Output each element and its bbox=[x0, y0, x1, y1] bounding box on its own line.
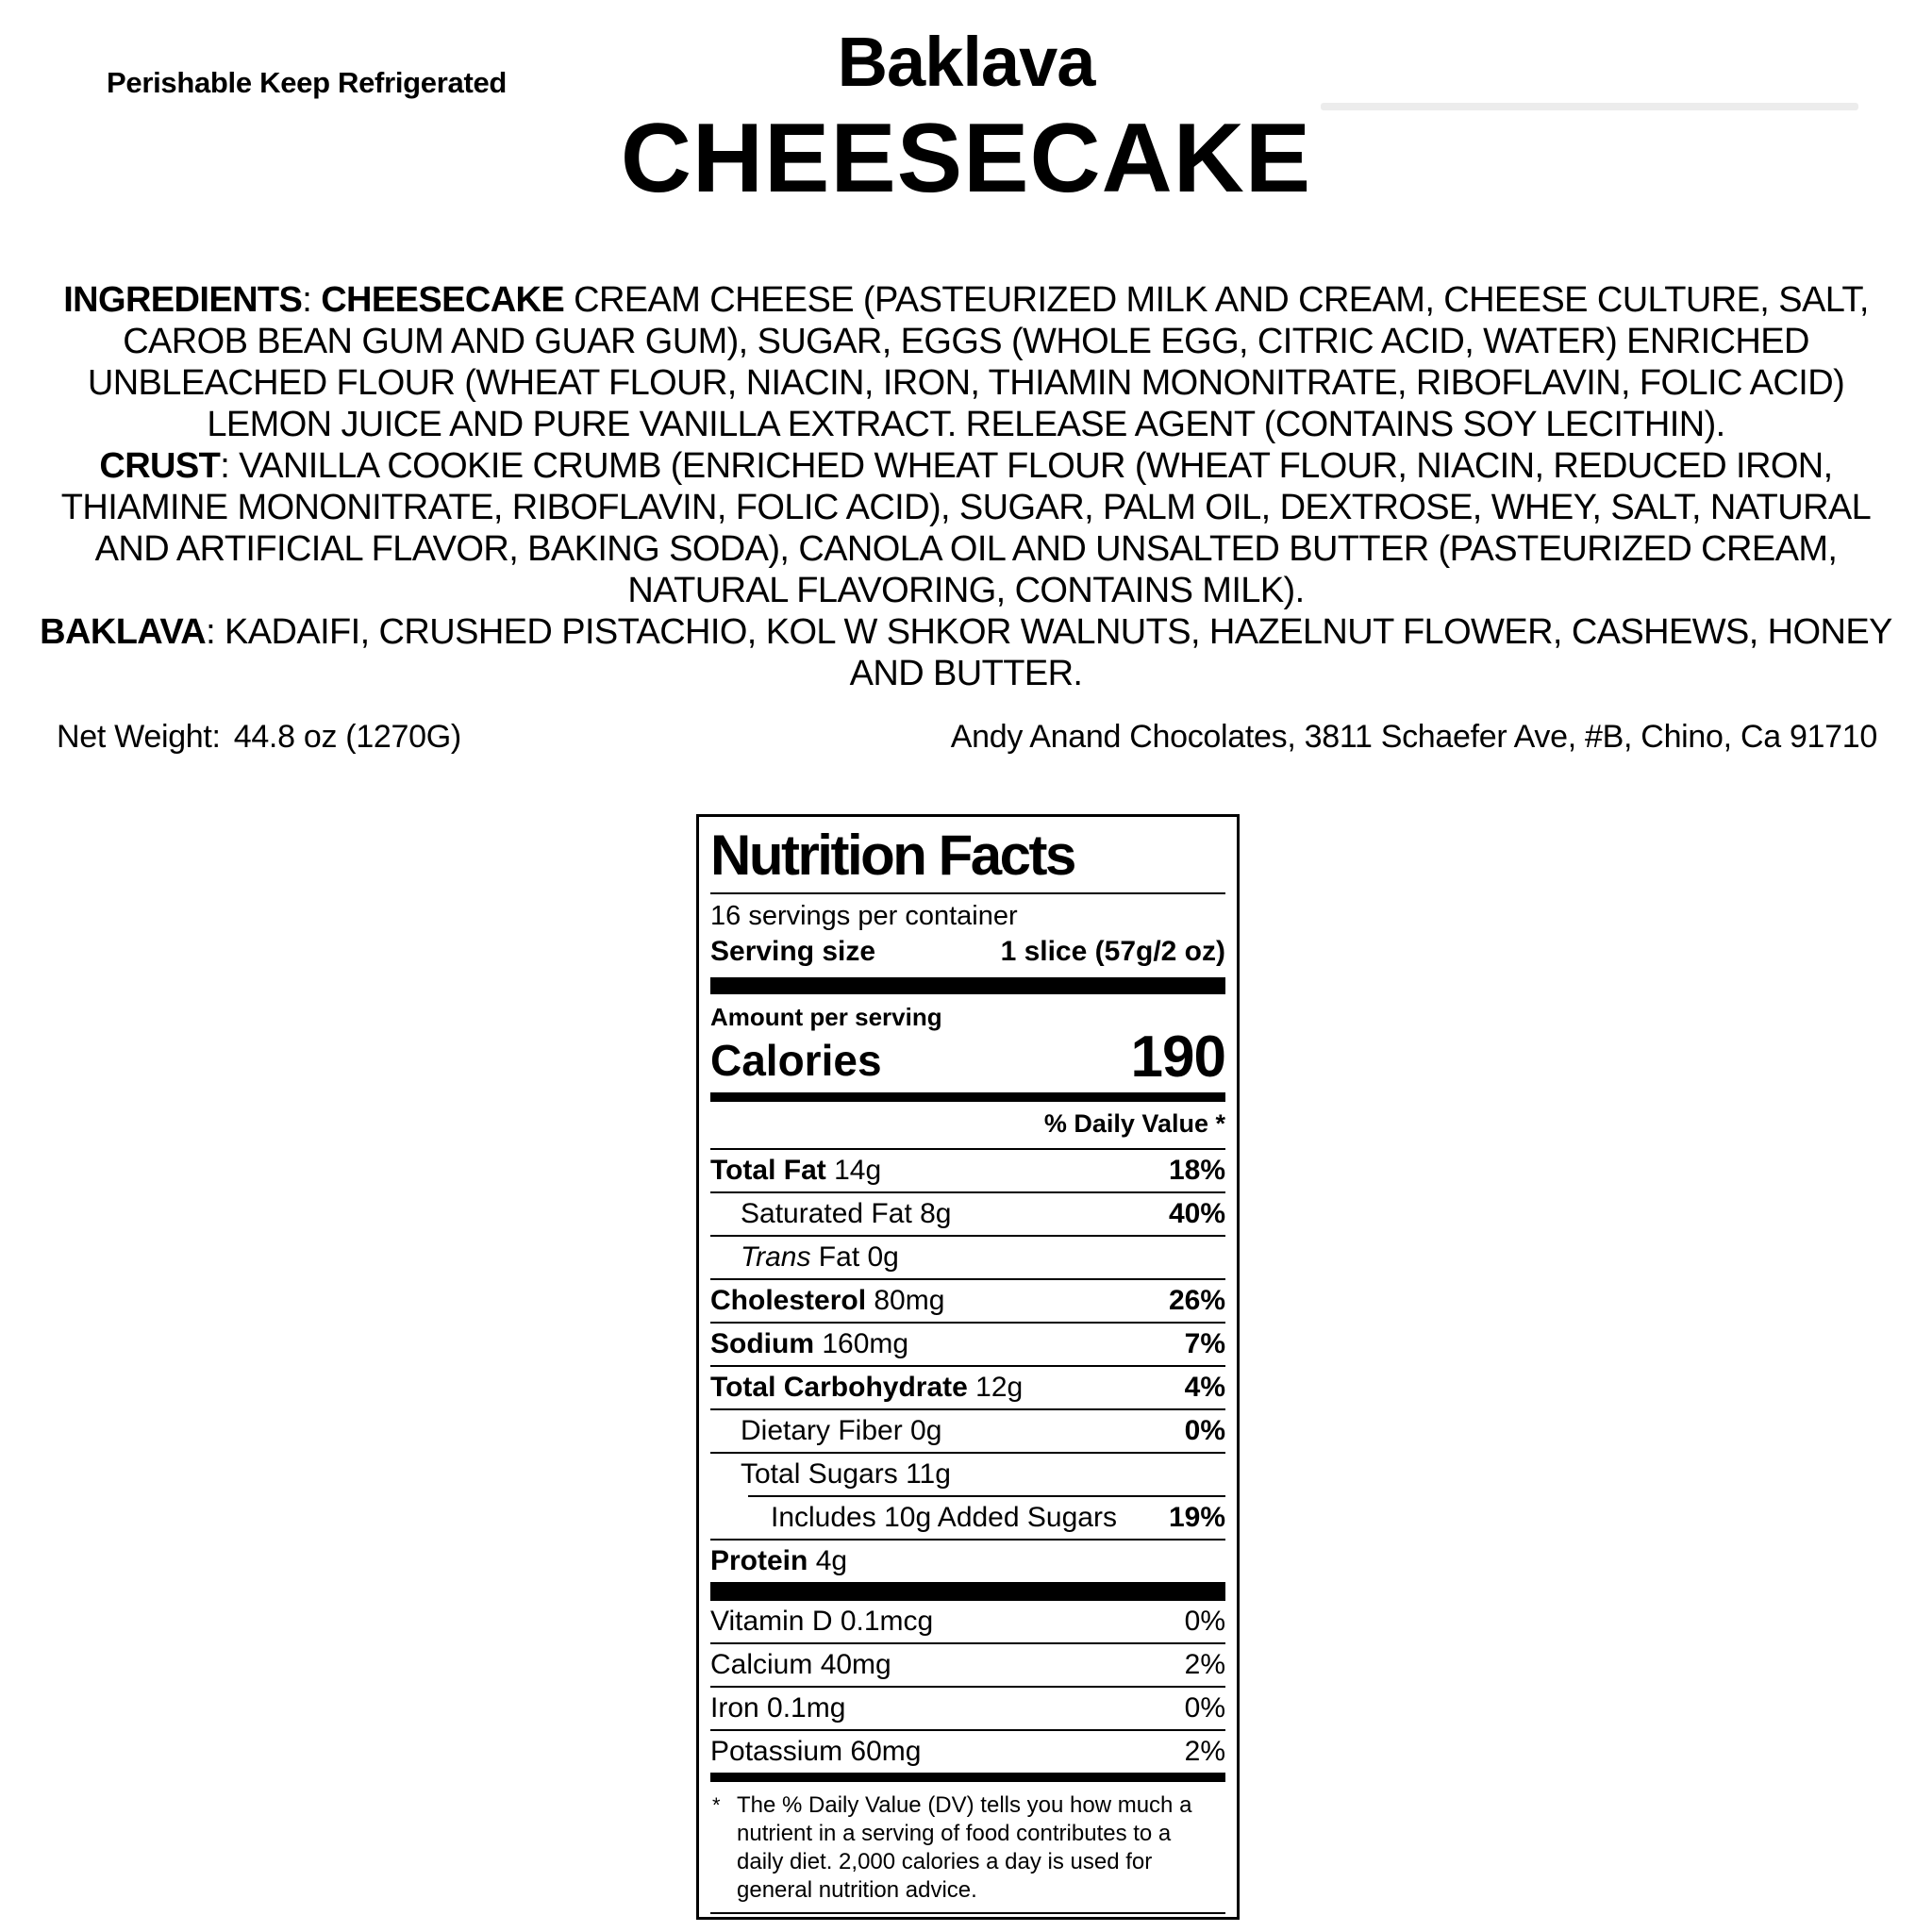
vitamin-row bbox=[710, 1686, 1225, 1729]
serving-size-value: 1 slice (57g/2 oz) bbox=[1000, 936, 1225, 967]
rule-under-title bbox=[710, 892, 1225, 894]
net-weight-value: 44.8 oz (1270G) bbox=[233, 719, 461, 755]
ingredients-paragraph bbox=[40, 279, 1892, 694]
vitamin-dv: 2% bbox=[1184, 1736, 1225, 1767]
vitamin-rows bbox=[710, 1601, 1225, 1773]
nutrient-row bbox=[710, 1539, 1225, 1582]
footnote-text: The % Daily Value (DV) tells you how much a nutrient in a serving of food contributes to a daily diet. 2,000 calories a day is used for general nutrition advice. bbox=[737, 1792, 1192, 1903]
vitamin-dv: 0% bbox=[1184, 1606, 1225, 1637]
ingredients-line: AND BUTTER. bbox=[849, 654, 1083, 693]
nutrient-row bbox=[710, 1322, 1225, 1365]
nutrient-row bbox=[710, 1278, 1225, 1322]
ingredients-line: INGREDIENTS: CHEESECAKE CREAM CHEESE (PASTEURIZED MILK AND CREAM, CHEESE CULTURE, SALT, bbox=[63, 280, 1869, 320]
nutrient-name: Includes 10g Added Sugars bbox=[771, 1502, 1117, 1533]
net-weight bbox=[57, 719, 461, 756]
nutrient-name: Total Carbohydrate 12g bbox=[710, 1372, 1024, 1403]
vitamin-name: Calcium 40mg bbox=[710, 1649, 891, 1680]
product-title bbox=[0, 23, 1932, 213]
nutrient-dv: 0% bbox=[1184, 1415, 1225, 1446]
nutrient-row bbox=[710, 1235, 1225, 1278]
nutrient-dv: 4% bbox=[1184, 1372, 1225, 1403]
nutrient-name: Protein 4g bbox=[710, 1545, 848, 1576]
servings-per-container: 16 servings per container bbox=[710, 901, 1018, 931]
nutrient-rows bbox=[710, 1150, 1225, 1582]
nutrient-name: Sodium 160mg bbox=[710, 1328, 909, 1359]
ingredients-line: UNBLEACHED FLOUR (WHEAT FLOUR, NIACIN, IRON, THIAMIN MONONITRATE, RIBOFLAVIN, FOLIC ACID) bbox=[87, 363, 1845, 403]
nutrient-row bbox=[748, 1495, 1225, 1539]
serving-size-row bbox=[710, 934, 1225, 977]
nutrient-row bbox=[710, 1408, 1225, 1452]
ingredients-line: THIAMINE MONONITRATE, RIBOFLAVIN, FOLIC ACID), SUGAR, PALM OIL, DEXTROSE, WHEY, SALT, NATURAL bbox=[60, 488, 1872, 527]
nutrient-dv: 18% bbox=[1168, 1155, 1225, 1186]
print-artifact-strip bbox=[1321, 103, 1858, 110]
ingredients-line: LEMON JUICE AND PURE VANILLA EXTRACT. RELEASE AGENT (CONTAINS SOY LECITHIN). bbox=[207, 405, 1725, 444]
divider-bar-before-footnote bbox=[710, 1773, 1225, 1782]
perishable-note: Perishable Keep Refrigerated bbox=[107, 66, 508, 99]
ingredients-line: AND ARTIFICIAL FLAVOR, BAKING SODA), CANOLA OIL AND UNSALTED BUTTER (PASTEURIZED CREAM, bbox=[94, 529, 1838, 569]
calories-row bbox=[710, 1024, 1225, 1092]
ingredients-line: CRUST: VANILLA COOKIE CRUMB (ENRICHED WHEAT FLOUR (WHEAT FLOUR, NIACIN, REDUCED IRON, bbox=[99, 446, 1833, 486]
meta-row bbox=[57, 719, 1877, 756]
nutrient-dv: 40% bbox=[1168, 1198, 1225, 1229]
nutrition-facts-title: Nutrition Facts bbox=[710, 824, 1074, 887]
nutrient-name: Trans Fat 0g bbox=[741, 1241, 899, 1273]
nutrient-name: Total Sugars 11g bbox=[741, 1458, 951, 1490]
amount-per-serving-label: Amount per serving bbox=[710, 1003, 942, 1031]
manufacturer-address: Andy Anand Chocolates, 3811 Schaefer Ave, #B, Chino, Ca 91710 bbox=[950, 719, 1877, 755]
nutrient-name: Cholesterol 80mg bbox=[710, 1285, 945, 1316]
vitamin-dv: 0% bbox=[1184, 1692, 1225, 1724]
vitamin-row bbox=[710, 1642, 1225, 1686]
vitamin-row bbox=[710, 1601, 1225, 1642]
product-title-line1: Baklava bbox=[837, 23, 1095, 101]
divider-bar-after-protein bbox=[710, 1582, 1225, 1601]
nutrient-row bbox=[710, 1191, 1225, 1235]
nutrient-row bbox=[710, 1150, 1225, 1191]
vitamin-row bbox=[710, 1729, 1225, 1773]
daily-value-header: % Daily Value * bbox=[710, 1102, 1225, 1150]
calories-label: Calories bbox=[710, 1036, 882, 1085]
product-title-line2: CHEESECAKE bbox=[620, 104, 1312, 213]
nutrient-name: Saturated Fat 8g bbox=[741, 1198, 952, 1229]
nutrient-name: Dietary Fiber 0g bbox=[741, 1415, 942, 1446]
serving-size-label: Serving size bbox=[710, 936, 876, 967]
nutrient-row bbox=[710, 1365, 1225, 1408]
footnote-asterisk: * bbox=[712, 1793, 721, 1817]
daily-value-footnote bbox=[710, 1782, 1225, 1914]
vitamin-name: Vitamin D 0.1mcg bbox=[710, 1606, 934, 1637]
nutrient-row bbox=[710, 1452, 1225, 1495]
vitamin-dv: 2% bbox=[1184, 1649, 1225, 1680]
ingredients-line: NATURAL FLAVORING, CONTAINS MILK). bbox=[627, 571, 1305, 610]
nutrient-dv: 7% bbox=[1184, 1328, 1225, 1359]
ingredients-line: CAROB BEAN GUM AND GUAR GUM), SUGAR, EGGS (WHOLE EGG, CITRIC ACID, WATER) ENRICHED bbox=[123, 322, 1809, 361]
calories-value: 190 bbox=[1130, 1024, 1225, 1090]
nutrient-dv: 26% bbox=[1168, 1285, 1225, 1316]
net-weight-label: Net Weight: bbox=[57, 719, 221, 755]
divider-bar-thick bbox=[710, 977, 1225, 994]
nutrition-facts-panel bbox=[696, 814, 1240, 1920]
divider-bar-medium bbox=[710, 1092, 1225, 1102]
nutrient-name: Total Fat 14g bbox=[710, 1155, 882, 1186]
vitamin-name: Potassium 60mg bbox=[710, 1736, 922, 1767]
vitamin-name: Iron 0.1mg bbox=[710, 1692, 846, 1724]
ingredients-line: BAKLAVA: KADAIFI, CRUSHED PISTACHIO, KOL W SHKOR WALNUTS, HAZELNUT FLOWER, CASHEWS, HONEY bbox=[40, 612, 1892, 652]
nutrient-dv: 19% bbox=[1168, 1502, 1225, 1533]
